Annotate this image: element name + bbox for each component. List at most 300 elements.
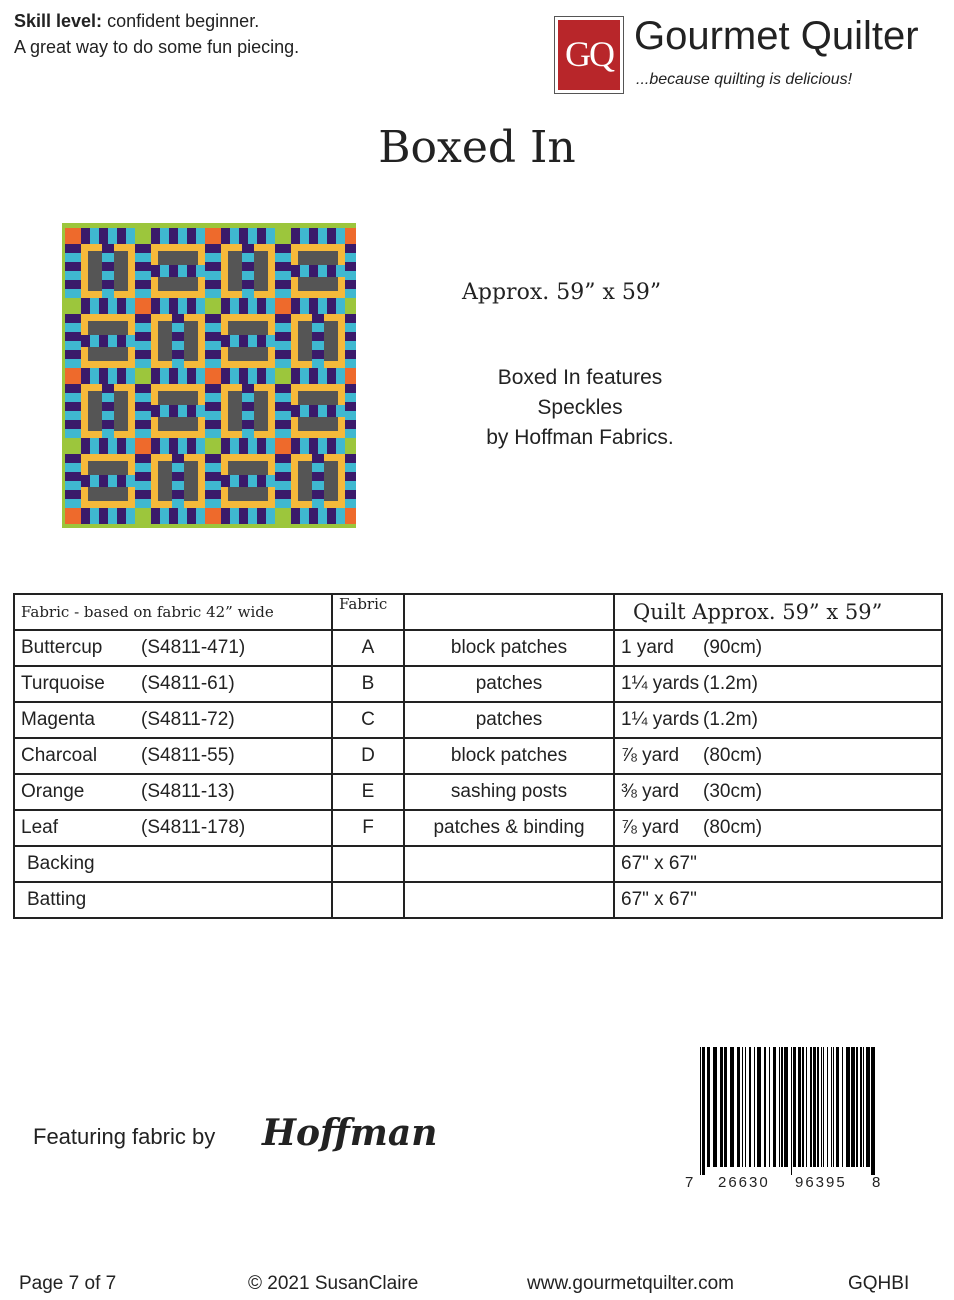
sashing-post (135, 438, 151, 454)
stripe (300, 368, 309, 384)
stripe (99, 475, 108, 487)
stripe (102, 262, 114, 271)
stripe (81, 475, 90, 487)
stripe (242, 393, 254, 402)
stripe (275, 359, 291, 368)
stripe (275, 481, 291, 490)
stripe (196, 298, 205, 314)
barcode-bar (846, 1047, 850, 1167)
stripe (102, 244, 114, 253)
stripe (327, 508, 336, 524)
quantity-cell (614, 702, 942, 738)
stripe (160, 265, 169, 277)
stripe (172, 472, 184, 481)
charcoal-patch (324, 321, 338, 361)
fabric-code: (S4811-13) (141, 781, 235, 802)
barcode-bar (817, 1047, 819, 1167)
barcode-bar (860, 1047, 862, 1167)
amount: 1¼ yards (621, 709, 700, 730)
skill-value: confident beginner. (107, 11, 260, 31)
barcode-bar (863, 1047, 864, 1167)
logo-box (554, 16, 624, 94)
fabric-letter: C (332, 702, 404, 738)
stripe (102, 280, 114, 289)
stripe (135, 429, 151, 438)
stripe (90, 368, 99, 384)
stripe (291, 405, 300, 417)
table-header-row (14, 594, 942, 630)
sashing-post (275, 228, 291, 244)
stripe (172, 332, 184, 341)
fabric-code: (S4811-471) (141, 637, 246, 658)
stripe (336, 405, 345, 417)
stripe (135, 481, 151, 490)
barcode-bar (833, 1047, 834, 1167)
fabric-code: (S4811-178) (141, 817, 246, 838)
stripe (172, 499, 184, 508)
stripe (345, 499, 356, 508)
stripe (99, 228, 108, 244)
stripe (126, 335, 135, 347)
stripe (300, 438, 309, 454)
barcode-bar (813, 1047, 816, 1167)
stripe (345, 393, 356, 402)
charcoal-patch (88, 461, 128, 475)
stripe (178, 438, 187, 454)
stripe (169, 438, 178, 454)
stripe (65, 454, 81, 463)
stripe (257, 298, 266, 314)
stripe (90, 298, 99, 314)
table-row (14, 882, 942, 918)
stripe (135, 420, 151, 429)
copyright: © 2021 SusanClaire (248, 1273, 419, 1294)
stripe (336, 298, 345, 314)
stripe (345, 420, 356, 429)
charcoal-patch (228, 251, 242, 291)
stripe (205, 429, 221, 438)
stripe (99, 368, 108, 384)
stripe (221, 298, 230, 314)
sashing-post (135, 228, 151, 244)
stripe (275, 384, 291, 393)
sashing-post (205, 298, 221, 314)
charcoal-patch (114, 251, 128, 291)
sashing-post (205, 228, 221, 244)
quantity-cell (614, 774, 942, 810)
barcode-digit: 8 (872, 1174, 881, 1191)
stripe (178, 265, 187, 277)
stripe (275, 490, 291, 499)
barcode-bar (806, 1047, 807, 1167)
amount: ⅞ yard (621, 745, 680, 766)
website-link[interactable]: www.gourmetquilter.com (527, 1273, 734, 1294)
stripe (300, 508, 309, 524)
stripe (327, 228, 336, 244)
stripe (221, 475, 230, 487)
sashing-post (275, 438, 291, 454)
stripe (257, 228, 266, 244)
stripe (205, 280, 221, 289)
stripe (239, 475, 248, 487)
fabric-use: patches (404, 702, 614, 738)
stripe (345, 280, 356, 289)
barcode-bar (773, 1047, 776, 1167)
gourmet-quilter-logo (554, 16, 944, 96)
stripe (135, 341, 151, 350)
stripe (248, 508, 257, 524)
stripe (309, 405, 318, 417)
stripe (108, 475, 117, 487)
logo-tagline: ...because quilting is delicious! (636, 71, 853, 88)
barcode-bar (784, 1047, 788, 1167)
stripe (257, 475, 266, 487)
stripe (169, 368, 178, 384)
stripe (117, 335, 126, 347)
stripe (65, 314, 81, 323)
stripe (187, 368, 196, 384)
fabric-cell (14, 630, 332, 666)
stripe (257, 508, 266, 524)
supply-name: Batting (14, 882, 332, 918)
charcoal-patch (228, 487, 268, 501)
stripe (275, 280, 291, 289)
stripe (196, 405, 205, 417)
stripe (169, 508, 178, 524)
sashing-post (65, 438, 81, 454)
stripe (205, 463, 221, 472)
stripe (187, 508, 196, 524)
stripe (65, 332, 81, 341)
stripe (126, 508, 135, 524)
stripe (239, 368, 248, 384)
barcode-bar (836, 1047, 839, 1167)
barcode-bar (781, 1047, 783, 1167)
stripe (151, 368, 160, 384)
stripe (178, 298, 187, 314)
fabric-letter: B (332, 666, 404, 702)
metric-amount: (1.2m) (703, 673, 758, 694)
barcode-bar (724, 1047, 727, 1167)
quantity-cell (614, 666, 942, 702)
stripe (309, 298, 318, 314)
stripe (275, 262, 291, 271)
table-row (14, 738, 942, 774)
stripe (221, 335, 230, 347)
stripe (135, 271, 151, 280)
stripe (345, 314, 356, 323)
stripe (242, 244, 254, 253)
sashing-post (205, 508, 221, 524)
fabric-name: Buttercup (21, 637, 103, 658)
charcoal-patch (88, 391, 102, 431)
stripe (178, 508, 187, 524)
fabric-cell (14, 810, 332, 846)
stripe (239, 438, 248, 454)
fabric-use: block patches (404, 738, 614, 774)
stripe (169, 298, 178, 314)
stripe (160, 298, 169, 314)
stripe (205, 289, 221, 298)
stripe (345, 481, 356, 490)
feature-line: Speckles (537, 396, 623, 419)
stripe (65, 262, 81, 271)
stripe (90, 475, 99, 487)
metric-amount: (80cm) (703, 817, 763, 838)
metric-amount: (1.2m) (703, 709, 758, 730)
stripe (126, 228, 135, 244)
empty-cell (332, 846, 404, 882)
stripe (90, 335, 99, 347)
stripe (266, 438, 275, 454)
stripe (205, 341, 221, 350)
stripe (312, 481, 324, 490)
stripe (309, 508, 318, 524)
stripe (345, 289, 356, 298)
stripe (205, 253, 221, 262)
stripe (257, 438, 266, 454)
charcoal-patch (158, 321, 172, 361)
table-row (14, 630, 942, 666)
barcode-bar (702, 1047, 705, 1175)
charcoal-patch (298, 321, 312, 361)
stripe (266, 335, 275, 347)
barcode-digits: 96395 (795, 1174, 847, 1191)
sashing-post (205, 368, 221, 384)
stripe (309, 368, 318, 384)
stripe (205, 481, 221, 490)
stripe (248, 368, 257, 384)
stripe (266, 368, 275, 384)
stripe (160, 508, 169, 524)
stripe (275, 271, 291, 280)
charcoal-patch (88, 487, 128, 501)
stripe (248, 228, 257, 244)
stripe (336, 265, 345, 277)
sashing-post (345, 228, 356, 244)
stripe (291, 265, 300, 277)
stripe (345, 472, 356, 481)
skill-note: A great way to do some fun piecing. (14, 37, 300, 57)
stripe (242, 280, 254, 289)
supply-amount: 67" x 67" (614, 882, 942, 918)
stripe (291, 368, 300, 384)
table-row (14, 846, 942, 882)
barcode-bar (745, 1047, 746, 1167)
stripe (135, 314, 151, 323)
amount: ⅜ yard (621, 781, 680, 802)
barcode-bar (831, 1047, 832, 1167)
stripe (275, 253, 291, 262)
stripe (275, 341, 291, 350)
stripe (300, 265, 309, 277)
stripe (318, 265, 327, 277)
logo-brand: Gourmet Quilter (634, 14, 919, 58)
fabric-code: (S4811-61) (141, 673, 235, 694)
stripe (65, 429, 81, 438)
page-number: Page 7 of 7 (19, 1273, 117, 1294)
stripe (275, 454, 291, 463)
empty-cell (332, 882, 404, 918)
barcode-bar (827, 1047, 828, 1167)
stripe (65, 420, 81, 429)
stripe (65, 280, 81, 289)
stripe (65, 289, 81, 298)
stripe (242, 402, 254, 411)
barcode-bar (707, 1047, 710, 1167)
stripe (65, 411, 81, 420)
fabric-cell (14, 666, 332, 702)
stripe (205, 314, 221, 323)
fabric-name: Magenta (21, 709, 95, 730)
sashing-post (345, 438, 356, 454)
stripe (117, 438, 126, 454)
stripe (187, 265, 196, 277)
supply-amount: 67" x 67" (614, 846, 942, 882)
stripe (187, 228, 196, 244)
stripe (312, 323, 324, 332)
stripe (318, 405, 327, 417)
stripe (275, 402, 291, 411)
sashing-post (345, 508, 356, 524)
stripe (291, 298, 300, 314)
stripe (266, 228, 275, 244)
fabric-use: block patches (404, 630, 614, 666)
stripe (318, 228, 327, 244)
stripe (345, 244, 356, 253)
hoffman-logo: Hoffman (262, 1112, 438, 1154)
stripe (205, 420, 221, 429)
stripe (108, 335, 117, 347)
stripe (345, 429, 356, 438)
stripe (275, 411, 291, 420)
stripe (178, 228, 187, 244)
stripe (221, 438, 230, 454)
barcode-bar (851, 1047, 855, 1167)
pattern-title: Boxed In (378, 122, 576, 173)
stripe (172, 359, 184, 368)
stripe (135, 402, 151, 411)
stripe (196, 228, 205, 244)
stripe (205, 384, 221, 393)
stripe (108, 368, 117, 384)
stripe (336, 438, 345, 454)
sashing-post (345, 368, 356, 384)
fabric-cell (14, 774, 332, 810)
table-row (14, 774, 942, 810)
stripe (291, 438, 300, 454)
stripe (242, 429, 254, 438)
stripe (102, 420, 114, 429)
fabric-name: Leaf (21, 817, 58, 838)
stripe (102, 393, 114, 402)
stripe (196, 438, 205, 454)
stripe (117, 368, 126, 384)
stripe (172, 463, 184, 472)
stripe (318, 438, 327, 454)
stripe (65, 490, 81, 499)
stripe (102, 289, 114, 298)
stripe (160, 228, 169, 244)
stripe (205, 350, 221, 359)
barcode-digit: 7 (685, 1174, 694, 1191)
stripe (135, 244, 151, 253)
stripe (242, 262, 254, 271)
stripe (239, 298, 248, 314)
quilt-image (62, 223, 356, 528)
stripe (205, 332, 221, 341)
stripe (151, 438, 160, 454)
stripe (178, 368, 187, 384)
barcode-bar (779, 1047, 780, 1167)
stripe (108, 508, 117, 524)
barcode-bar (713, 1047, 717, 1167)
barcode-bar (742, 1047, 743, 1167)
stripe (242, 271, 254, 280)
stripe (151, 265, 160, 277)
barcode-bar (720, 1047, 723, 1167)
stripe (248, 475, 257, 487)
stripe (205, 393, 221, 402)
stripe (205, 499, 221, 508)
stripe (291, 228, 300, 244)
charcoal-patch (158, 277, 198, 291)
stripe (327, 298, 336, 314)
stripe (196, 508, 205, 524)
charcoal-patch (184, 321, 198, 361)
fabric-name: Orange (21, 781, 85, 802)
fabric-name: Charcoal (21, 745, 98, 766)
charcoal-patch (114, 391, 128, 431)
charcoal-patch (228, 347, 268, 361)
stripe (81, 335, 90, 347)
supply-name: Backing (14, 846, 332, 882)
barcode-bar (866, 1047, 870, 1167)
stripe (117, 298, 126, 314)
barcode-bar (798, 1047, 801, 1167)
barcode-bar (737, 1047, 740, 1167)
stripe (65, 253, 81, 262)
stripe (65, 244, 81, 253)
stripe (275, 393, 291, 402)
fabric-letter: A (332, 630, 404, 666)
stripe (187, 438, 196, 454)
stripe (135, 393, 151, 402)
stripe (99, 298, 108, 314)
stripe (345, 332, 356, 341)
stripe (151, 405, 160, 417)
sashing-post (65, 228, 81, 244)
charcoal-patch (298, 461, 312, 501)
stripe (309, 228, 318, 244)
stripe (65, 323, 81, 332)
stripe (187, 405, 196, 417)
stripe (196, 265, 205, 277)
stripe (135, 280, 151, 289)
stripe (230, 508, 239, 524)
charcoal-patch (298, 251, 338, 265)
sashing-post (135, 298, 151, 314)
stripe (318, 368, 327, 384)
stripe (205, 490, 221, 499)
stripe (242, 411, 254, 420)
sashing-post (65, 508, 81, 524)
stripe (160, 405, 169, 417)
stripe (187, 298, 196, 314)
fabric-letter: F (332, 810, 404, 846)
stripe (135, 499, 151, 508)
stripe (65, 499, 81, 508)
